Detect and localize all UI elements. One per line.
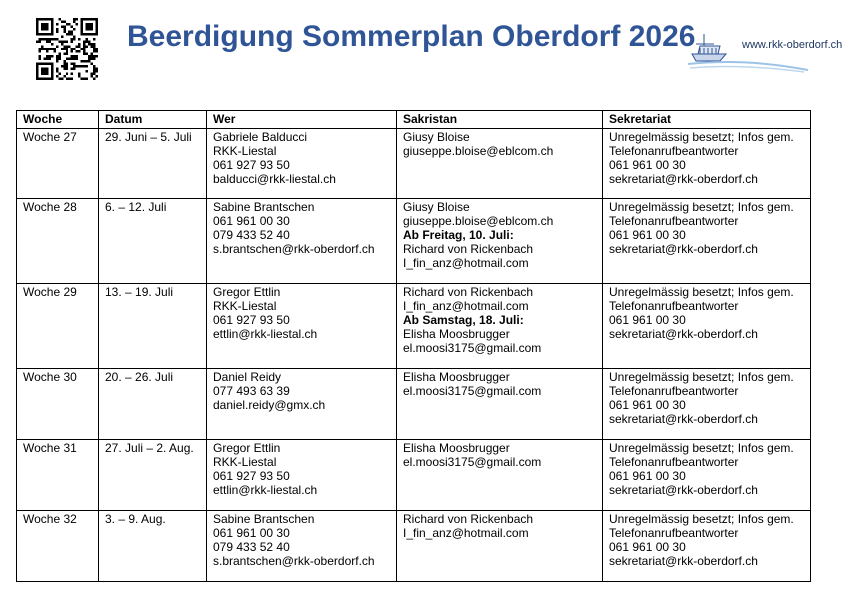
sekretariat-line: 061 961 00 30	[609, 540, 686, 554]
sekretariat-line: Telefonanrufbeantworter	[609, 526, 739, 540]
wer-line: Daniel Reidy	[213, 370, 282, 384]
sakristan-line: giuseppe.bloise@eblcom.ch	[403, 144, 554, 158]
date-range: 6. – 12. Juli	[105, 200, 167, 214]
sakristan-line: I_fin_anz@hotmail.com	[403, 526, 529, 540]
sakristan-cell	[397, 284, 603, 369]
website-link[interactable]: www.rkk-oberdorf.ch	[742, 39, 843, 51]
sekretariat-cell	[603, 199, 811, 284]
week-cell	[17, 199, 99, 284]
wer-cell	[207, 511, 397, 582]
wer-line: Sabine Brantschen	[213, 512, 315, 526]
wer-line: Sabine Brantschen	[213, 200, 315, 214]
sekretariat-line: Telefonanrufbeantworter	[609, 455, 739, 469]
week-cell	[17, 440, 99, 511]
wer-line: 061 927 93 50	[213, 469, 290, 483]
table-row	[17, 369, 811, 440]
sakristan-line: I_fin_anz@hotmail.com	[403, 256, 529, 270]
week-cell	[17, 369, 99, 440]
sekretariat-line: Telefonanrufbeantworter	[609, 299, 739, 313]
sekretariat-line: sekretariat@rkk-oberdorf.ch	[609, 554, 758, 568]
week-cell	[17, 511, 99, 582]
sekretariat-line: sekretariat@rkk-oberdorf.ch	[609, 327, 758, 341]
sakristan-cell	[397, 440, 603, 511]
sekretariat-line: Unregelmässig besetzt; Infos gem.	[609, 370, 794, 384]
sakristan-line: I_fin_anz@hotmail.com	[403, 299, 529, 313]
date-range: 3. – 9. Aug.	[105, 512, 166, 526]
sekretariat-line: 061 961 00 30	[609, 228, 686, 242]
sekretariat-cell	[603, 511, 811, 582]
date-range: 27. Juli – 2. Aug.	[105, 441, 194, 455]
sekretariat-line: sekretariat@rkk-oberdorf.ch	[609, 483, 758, 497]
sakristan-line: Richard von Rickenbach	[403, 512, 534, 526]
wer-line: 061 961 00 30	[213, 526, 290, 540]
sekretariat-line: Unregelmässig besetzt; Infos gem.	[609, 130, 794, 144]
wer-line: RKK-Liestal	[213, 455, 277, 469]
table-row	[17, 199, 811, 284]
wer-line: s.brantschen@rkk-oberdorf.ch	[213, 554, 375, 568]
wer-cell	[207, 369, 397, 440]
sekretariat-line: 061 961 00 30	[609, 469, 686, 483]
week-label: Woche 30	[23, 370, 77, 384]
column-header-woche: Woche	[17, 111, 99, 129]
sekretariat-cell	[603, 369, 811, 440]
table-header-row	[17, 111, 811, 129]
table-row	[17, 284, 811, 369]
sekretariat-line: 061 961 00 30	[609, 398, 686, 412]
wer-line: 061 961 00 30	[213, 214, 290, 228]
column-header-datum: Datum	[99, 111, 207, 129]
date-cell	[99, 284, 207, 369]
week-label: Woche 27	[23, 130, 77, 144]
week-label: Woche 29	[23, 285, 77, 299]
sekretariat-line: 061 961 00 30	[609, 158, 686, 172]
date-range: 20. – 26. Juli	[105, 370, 174, 384]
week-cell	[17, 284, 99, 369]
sakristan-line: Richard von Rickenbach	[403, 285, 534, 299]
wer-line: RKK-Liestal	[213, 299, 277, 313]
wer-line: daniel.reidy@gmx.ch	[213, 398, 326, 412]
table-row	[17, 440, 811, 511]
sakristan-cell	[397, 199, 603, 284]
sakristan-line: el.moosi3175@gmail.com	[403, 384, 542, 398]
sakristan-line: Giusy Bloise	[403, 200, 470, 214]
sekretariat-line: Unregelmässig besetzt; Infos gem.	[609, 285, 794, 299]
sakristan-line: el.moosi3175@gmail.com	[403, 341, 542, 355]
wer-line: RKK-Liestal	[213, 144, 277, 158]
sekretariat-line: sekretariat@rkk-oberdorf.ch	[609, 172, 758, 186]
wer-line: balducci@rkk-liestal.ch	[213, 172, 336, 186]
date-cell	[99, 199, 207, 284]
sakristan-change-note: Ab Samstag, 18. Juli:	[403, 313, 524, 327]
sakristan-line: Giusy Bloise	[403, 130, 470, 144]
wer-line: Gregor Ettlin	[213, 285, 281, 299]
wer-cell	[207, 199, 397, 284]
schedule-table	[16, 110, 811, 582]
sakristan-line: el.moosi3175@gmail.com	[403, 455, 542, 469]
wer-line: 061 927 93 50	[213, 158, 290, 172]
wer-cell	[207, 284, 397, 369]
column-header-wer: Wer	[207, 111, 397, 129]
date-cell	[99, 129, 207, 199]
boat-logo-icon	[686, 30, 810, 74]
sakristan-change-note: Ab Freitag, 10. Juli:	[403, 228, 514, 242]
sekretariat-line: sekretariat@rkk-oberdorf.ch	[609, 412, 758, 426]
wer-line: 079 433 52 40	[213, 540, 290, 554]
column-header-sakristan: Sakristan	[397, 111, 603, 129]
sekretariat-cell	[603, 129, 811, 199]
sekretariat-cell	[603, 440, 811, 511]
week-label: Woche 32	[23, 512, 77, 526]
sekretariat-line: Unregelmässig besetzt; Infos gem.	[609, 200, 794, 214]
table-row	[17, 511, 811, 582]
sekretariat-line: 061 961 00 30	[609, 313, 686, 327]
week-cell	[17, 129, 99, 199]
date-range: 29. Juni – 5. Juli	[105, 130, 192, 144]
week-label: Woche 28	[23, 200, 77, 214]
sakristan-cell	[397, 369, 603, 440]
sakristan-line: giuseppe.bloise@eblcom.ch	[403, 214, 554, 228]
wer-cell	[207, 440, 397, 511]
column-header-sekretariat: Sekretariat	[603, 111, 811, 129]
sekretariat-line: Telefonanrufbeantworter	[609, 384, 739, 398]
date-range: 13. – 19. Juli	[105, 285, 174, 299]
date-cell	[99, 369, 207, 440]
sakristan-line: Elisha Moosbrugger	[403, 327, 510, 341]
wer-cell	[207, 129, 397, 199]
wer-line: 061 927 93 50	[213, 313, 290, 327]
sakristan-cell	[397, 511, 603, 582]
date-cell	[99, 511, 207, 582]
wer-line: ettlin@rkk-liestal.ch	[213, 483, 318, 497]
sakristan-line: Elisha Moosbrugger	[403, 441, 510, 455]
qr-code-icon	[36, 18, 98, 80]
table-row	[17, 129, 811, 199]
wer-line: Gabriele Balducci	[213, 130, 308, 144]
sekretariat-line: Unregelmässig besetzt; Infos gem.	[609, 441, 794, 455]
sakristan-cell	[397, 129, 603, 199]
page-title: Beerdigung Sommerplan Oberdorf 2026	[127, 20, 696, 53]
sekretariat-cell	[603, 284, 811, 369]
sakristan-line: Richard von Rickenbach	[403, 242, 534, 256]
wer-line: Gregor Ettlin	[213, 441, 281, 455]
wer-line: s.brantschen@rkk-oberdorf.ch	[213, 242, 375, 256]
week-label: Woche 31	[23, 441, 77, 455]
sekretariat-line: Unregelmässig besetzt; Infos gem.	[609, 512, 794, 526]
sekretariat-line: Telefonanrufbeantworter	[609, 214, 739, 228]
date-cell	[99, 440, 207, 511]
sekretariat-line: Telefonanrufbeantworter	[609, 144, 739, 158]
wer-line: 077 493 63 39	[213, 384, 290, 398]
wer-line: ettlin@rkk-liestal.ch	[213, 327, 318, 341]
sakristan-line: Elisha Moosbrugger	[403, 370, 510, 384]
sekretariat-line: sekretariat@rkk-oberdorf.ch	[609, 242, 758, 256]
wer-line: 079 433 52 40	[213, 228, 290, 242]
